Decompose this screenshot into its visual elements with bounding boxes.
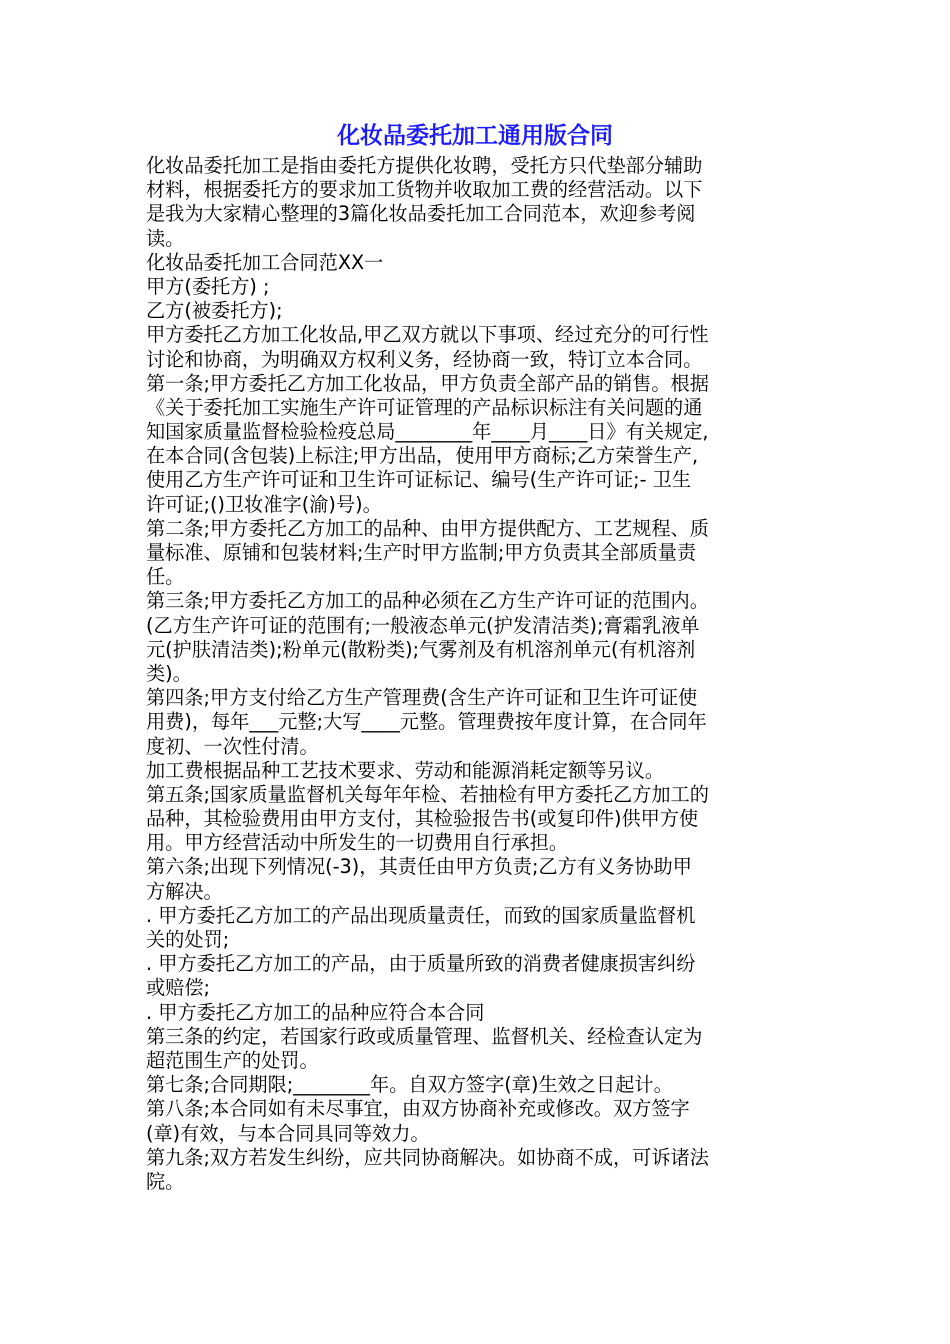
text-line: 加工费根据品种工艺技术要求、劳动和能源消耗定额等另议。 xyxy=(146,758,665,782)
text-line: 材料，根据委托方的要求加工货物并收取加工费的经营活动。以下 xyxy=(146,178,703,202)
text-line: . 甲方委托乙方加工的产品出现质量责任，而致的国家质量监督机 xyxy=(146,903,696,927)
text-line: 超范围生产的处罚。 xyxy=(146,1048,319,1072)
text-line: 化妆品委托加工是指由委托方提供化妆聘，受托方只代垫部分辅助 xyxy=(146,154,703,177)
text-line: 第六条;出现下列情况(-3)，其责任由甲方负责;乙方有义务协助甲 xyxy=(146,855,692,879)
text-line: 方解决。 xyxy=(146,879,223,903)
text-line: 类)。 xyxy=(146,661,192,685)
text-line: 读。 xyxy=(146,226,185,250)
text-line: 度初、一次性付清。 xyxy=(146,734,319,758)
text-line: . 甲方委托乙方加工的品种应符合本合同 xyxy=(146,1000,485,1024)
text-line: 第九条;双方若发生纠纷，应共同协商解决。如协商不成，可诉诸法 xyxy=(146,1145,709,1169)
text-line: 第三条;甲方委托乙方加工的品种必须在乙方生产许可证的范围内。 xyxy=(146,589,709,613)
document-title: 化妆品委托加工通用版合同 xyxy=(337,123,613,149)
text-line: 量标准、原铺和包装材料;生产时甲方监制;甲方负责其全部质量责 xyxy=(146,541,697,564)
text-line: 第一条;甲方委托乙方加工化妆品，甲方负责全部产品的销售。根据 xyxy=(146,371,709,395)
text-line: 乙方(被委托方); xyxy=(146,299,283,323)
text-line: 院。 xyxy=(146,1169,185,1193)
text-line: 第八条;本合同如有未尽事宜，由双方协商补充或修改。双方签字 xyxy=(146,1097,690,1121)
text-line: 知国家质量监督检验检疫总局________年____月____日》有关规定, xyxy=(146,420,709,444)
text-line: 关的处罚; xyxy=(146,928,230,951)
text-line: 《关于委托加工实施生产许可证管理的产品标识标注有关问题的通 xyxy=(146,395,703,419)
text-line: 在本合同(含包装)上标注;甲方出品，使用甲方商标;乙方荣誉生产, xyxy=(146,444,699,468)
text-line: 第四条;甲方支付给乙方生产管理费(含生产许可证和卫生许可证使 xyxy=(146,686,698,710)
text-line: 用费)，每年___元整;大写____元整。管理费按年度计算，在合同年 xyxy=(146,710,707,734)
text-line: 或赔偿; xyxy=(146,976,211,1000)
text-line: . 甲方委托乙方加工的产品，由于质量所致的消费者健康损害纠纷 xyxy=(146,952,696,976)
text-line: 讨论和协商，为明确双方权利义务，经协商一致，特订立本合同。 xyxy=(146,347,703,371)
text-line: 甲方委托乙方加工化妆品,甲乙双方就以下事项、经过充分的可行性 xyxy=(146,323,709,347)
text-line: 第三条的约定，若国家行政或质量管理、监督机关、经检查认定为 xyxy=(146,1024,703,1048)
text-line: 甲方(委托方) ; xyxy=(146,274,270,298)
text-line: 许可证;()卫妆准字(渝)号)。 xyxy=(146,492,382,516)
text-line: 任。 xyxy=(146,565,185,589)
text-line: 用。甲方经营活动中所发生的一切费用自行承担。 xyxy=(146,831,569,855)
text-line: 第五条;国家质量监督机关每年年检、若抽检有甲方委托乙方加工的 xyxy=(146,782,709,806)
text-line: 第七条;合同期限;________年。自双方签字(章)生效之日起计。 xyxy=(146,1073,673,1097)
text-line: (章)有效，与本合同具同等效力。 xyxy=(146,1121,430,1145)
text-line: 是我为大家精心整理的3篇化妆品委托加工合同范本，欢迎参考阅 xyxy=(146,202,696,226)
text-line: 元(护肤清洁类);粉单元(散粉类);气雾剂及有机溶剂单元(有机溶剂 xyxy=(146,637,696,661)
text-line: 化妆品委托加工合同范XX一 xyxy=(146,250,384,274)
text-line: (乙方生产许可证的范围有;一般液态单元(护发清洁类);膏霜乳液单 xyxy=(146,613,700,637)
document-body xyxy=(146,154,812,1194)
text-line: 使用乙方生产许可证和卫生许可证标记、编号(生产许可证;- 卫生 xyxy=(146,468,692,492)
text-line: 第二条;甲方委托乙方加工的品种、由甲方提供配方、工艺规程、质 xyxy=(146,516,709,540)
text-line: 品种，其检验费用由甲方支付，其检验报告书(或复印件)供甲方使 xyxy=(146,807,699,831)
